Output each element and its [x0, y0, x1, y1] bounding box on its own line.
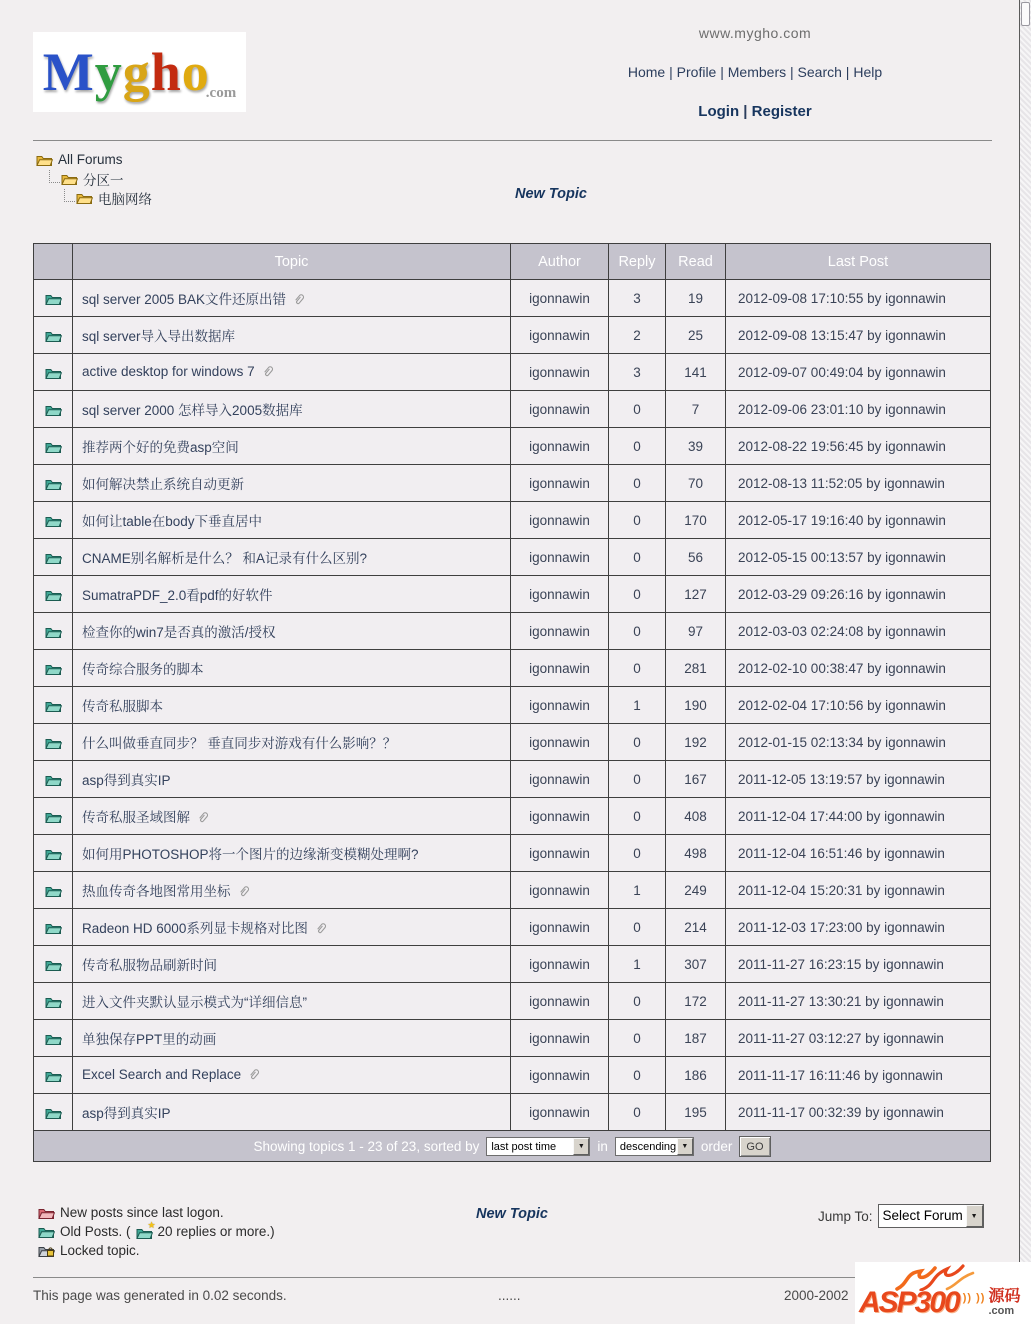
author-link[interactable]: igonnawin [529, 327, 590, 343]
topic-folder-cell [34, 687, 73, 724]
read-count: 19 [666, 280, 726, 317]
author-link[interactable]: igonnawin [529, 364, 590, 380]
folder-closed-icon [36, 153, 53, 167]
nav-link-help[interactable]: Help [853, 64, 883, 80]
locked-topic-icon [38, 1243, 55, 1258]
author-link[interactable]: igonnawin [529, 401, 590, 417]
old-posts-folder-icon [45, 921, 62, 935]
reply-count: 1 [609, 687, 666, 724]
author-link[interactable]: igonnawin [529, 697, 590, 713]
lastpost-column-header: Last Post [726, 244, 991, 280]
last-post: 2011-11-27 16:23:15 by igonnawin [726, 946, 991, 983]
copyright-years: 2000-2002 [784, 1288, 849, 1303]
old-posts-folder-icon [45, 884, 62, 898]
read-count: 307 [666, 946, 726, 983]
read-count: 195 [666, 1094, 726, 1131]
author-link[interactable]: igonnawin [529, 290, 590, 306]
topic-link[interactable]: sql server 2005 BAK文件还原出错 [82, 291, 287, 307]
author-link[interactable]: igonnawin [529, 734, 590, 750]
topic-column-header: Topic [73, 244, 511, 280]
breadcrumb-link[interactable]: 分区一 [83, 172, 124, 188]
read-count: 141 [666, 354, 726, 391]
topic-row [34, 354, 991, 391]
jump-to-select[interactable]: Select Forum ▼ [878, 1204, 984, 1228]
breadcrumb-link[interactable]: 电脑网络 [98, 191, 152, 207]
author-link[interactable]: igonnawin [529, 919, 590, 935]
topic-folder-cell [34, 465, 73, 502]
read-column-header: Read [666, 244, 726, 280]
paperclip-icon [197, 811, 210, 827]
read-count: 167 [666, 761, 726, 798]
last-post: 2011-11-17 16:11:46 by igonnawin [726, 1057, 991, 1094]
topic-row [34, 465, 991, 502]
old-posts-folder-icon [45, 625, 62, 639]
topic-folder-cell [34, 576, 73, 613]
topic-row [34, 317, 991, 354]
last-post: 2012-09-08 17:10:55 by igonnawin [726, 280, 991, 317]
topic-folder-cell [34, 946, 73, 983]
logo-letter: o [181, 42, 210, 102]
nav-link-search[interactable]: Search [797, 64, 842, 80]
topic-folder-cell [34, 317, 73, 354]
old-posts-folder-icon [45, 1032, 62, 1046]
logo-letter: h [150, 42, 182, 102]
last-post: 2011-11-27 03:12:27 by igonnawin [726, 1020, 991, 1057]
asp300-logo[interactable] [855, 1262, 1031, 1324]
topic-row [34, 576, 991, 613]
topic-row [34, 724, 991, 761]
read-count: 39 [666, 428, 726, 465]
last-post: 2012-05-17 19:16:40 by igonnawin [726, 502, 991, 539]
legend-old-posts-suffix: 20 replies or more.) [157, 1224, 275, 1239]
author-link[interactable]: igonnawin [529, 956, 590, 972]
topic-row [34, 946, 991, 983]
topic-link[interactable]: 热血传奇各地图常用坐标 [82, 883, 231, 899]
last-post: 2012-03-03 02:24:08 by igonnawin [726, 613, 991, 650]
read-count: 187 [666, 1020, 726, 1057]
breadcrumb-all-forums[interactable] [36, 150, 152, 169]
old-posts-folder-icon [45, 440, 62, 454]
topic-link[interactable]: Radeon HD 6000系列显卡规格对比图 [82, 920, 308, 936]
reply-count: 0 [609, 613, 666, 650]
nav-separator: | [739, 103, 752, 120]
old-posts-folder-icon [45, 551, 62, 565]
author-link[interactable]: igonnawin [529, 438, 590, 454]
nav-separator: | [665, 64, 677, 80]
reply-count: 0 [609, 1057, 666, 1094]
old-posts-folder-icon [45, 699, 62, 713]
topic-link[interactable]: sql server 2000 怎样导入2005数据库 [82, 403, 303, 418]
topic-folder-cell [34, 354, 73, 391]
reply-count: 0 [609, 391, 666, 428]
logo-suffix: .com [205, 85, 237, 101]
site-url: www.mygho.com [698, 25, 812, 41]
nav-separator: | [841, 64, 854, 80]
topic-folder-cell [34, 761, 73, 798]
locked-topic-icon [38, 1244, 55, 1258]
reply-count: 3 [609, 280, 666, 317]
scrollbar[interactable] [1019, 0, 1031, 1324]
topic-folder-cell [34, 613, 73, 650]
read-count: 192 [666, 724, 726, 761]
header-divider [33, 140, 992, 141]
topic-folder-cell [34, 428, 73, 465]
topic-row [34, 761, 991, 798]
topic-link[interactable]: 传奇私服脚本 [82, 699, 163, 714]
topic-folder-cell [34, 1094, 73, 1131]
nav-link-home[interactable]: Home [627, 64, 666, 80]
old-posts-folder-icon [45, 477, 62, 491]
topic-folder-cell [34, 539, 73, 576]
legend-new-posts-text: New posts since last logon. [60, 1205, 224, 1220]
asp300-com-text: .com [988, 1304, 1015, 1317]
topic-folder-cell [34, 280, 73, 317]
page-generated-text: This page was generated in 0.02 seconds. [33, 1288, 287, 1303]
author-link[interactable]: igonnawin [529, 586, 590, 602]
logo-letter: M [42, 42, 95, 102]
last-post: 2011-11-27 13:30:21 by igonnawin [726, 983, 991, 1020]
folder-closed-icon [36, 152, 53, 167]
hot-topic-folder-icon [136, 1219, 156, 1239]
author-link[interactable]: igonnawin [529, 771, 590, 787]
author-link[interactable]: igonnawin [529, 845, 590, 861]
author-column-header: Author [511, 244, 609, 280]
sort-field-select[interactable]: last post time ▼ [486, 1137, 590, 1156]
read-count: 408 [666, 798, 726, 835]
footer-dots: ...... [498, 1288, 521, 1303]
old-posts-folder-icon [45, 514, 62, 528]
author-link[interactable]: igonnawin [529, 882, 590, 898]
old-posts-folder-icon [45, 662, 62, 676]
paperclip-icon [248, 1068, 261, 1084]
topic-table-body [34, 280, 991, 1131]
author-link[interactable]: igonnawin [529, 475, 590, 491]
old-posts-folder-icon [38, 1225, 55, 1239]
last-post: 2012-01-15 02:13:34 by igonnawin [726, 724, 991, 761]
dropdown-arrow-icon: ▼ [677, 1138, 693, 1155]
topic-link[interactable]: CNAME别名解析是什么？ 和A记录有什么区别? [82, 551, 368, 566]
topic-link[interactable]: 如何让table在body下垂直居中 [82, 514, 263, 529]
last-post: 2012-09-07 00:49:04 by igonnawin [726, 354, 991, 391]
breadcrumb-link[interactable]: All Forums [58, 152, 123, 167]
breadcrumb-forum[interactable] [64, 188, 152, 207]
topic-row [34, 983, 991, 1020]
reply-count: 0 [609, 428, 666, 465]
reply-count: 0 [609, 1094, 666, 1131]
new-topic-link-bottom[interactable]: New Topic [476, 1206, 548, 1222]
topic-row [34, 391, 991, 428]
jump-to [818, 1204, 984, 1228]
reply-count: 2 [609, 317, 666, 354]
reply-column-header: Reply [609, 244, 666, 280]
order-label: order [700, 1138, 733, 1154]
showing-topics-text: Showing topics 1 - 23 of 23, sorted by [253, 1138, 480, 1154]
auth-link-login[interactable]: Login [698, 103, 740, 120]
folder-closed-icon [61, 171, 78, 186]
old-posts-folder-icon [45, 329, 62, 343]
tree-elbow-line [64, 189, 75, 202]
topic-link[interactable]: asp得到真实IP [82, 1106, 171, 1121]
old-posts-folder-icon [45, 366, 62, 380]
last-post: 2011-12-04 15:20:31 by igonnawin [726, 872, 991, 909]
topic-row [34, 835, 991, 872]
tree-elbow-line [49, 170, 60, 183]
old-posts-folder-icon [45, 847, 62, 861]
read-count: 25 [666, 317, 726, 354]
author-link[interactable]: igonnawin [529, 1104, 590, 1120]
topic-link[interactable]: active desktop for windows 7 [82, 363, 255, 379]
header-right [540, 25, 970, 120]
read-count: 56 [666, 539, 726, 576]
last-post: 2012-02-04 17:10:56 by igonnawin [726, 687, 991, 724]
reply-count: 0 [609, 465, 666, 502]
reply-count: 0 [609, 909, 666, 946]
dropdown-arrow-icon: ▼ [573, 1138, 589, 1155]
scrollbar-thumb[interactable] [1021, 2, 1030, 26]
read-count: 7 [666, 391, 726, 428]
topic-row [34, 428, 991, 465]
topic-row [34, 539, 991, 576]
reply-count: 0 [609, 835, 666, 872]
old-posts-folder-icon [45, 810, 62, 824]
legend-locked-text: Locked topic. [60, 1243, 140, 1258]
logo-letter: y [94, 42, 123, 102]
author-link[interactable]: igonnawin [529, 660, 590, 676]
topic-folder-cell [34, 983, 73, 1020]
reply-count: 0 [609, 798, 666, 835]
topic-folder-cell [34, 391, 73, 428]
topic-row [34, 872, 991, 909]
old-posts-folder-icon [45, 403, 62, 417]
topic-link[interactable]: 传奇私服圣域图解 [82, 809, 190, 825]
reply-count: 1 [609, 946, 666, 983]
topic-folder-cell [34, 909, 73, 946]
auth-link-register[interactable]: Register [751, 103, 812, 120]
breadcrumb-category[interactable] [49, 169, 152, 188]
paperclip-icon [315, 922, 328, 938]
old-posts-folder-icon [45, 588, 62, 602]
last-post: 2012-09-06 23:01:10 by igonnawin [726, 391, 991, 428]
reply-count: 1 [609, 872, 666, 909]
reply-count: 0 [609, 650, 666, 687]
folder-open-icon [76, 191, 93, 205]
legend-old-posts-prefix: Old Posts. ( [60, 1224, 131, 1239]
go-button[interactable]: GO [739, 1136, 770, 1157]
old-posts-folder-icon [45, 736, 62, 750]
dropdown-arrow-icon: ▼ [966, 1205, 983, 1227]
read-count: 70 [666, 465, 726, 502]
author-link[interactable]: igonnawin [529, 1067, 590, 1083]
topic-link[interactable]: 传奇私服物品刷新时间 [82, 958, 217, 973]
read-count: 172 [666, 983, 726, 1020]
main-nav [540, 64, 970, 80]
topic-folder-cell [34, 724, 73, 761]
topic-folder-cell [34, 835, 73, 872]
new-posts-folder-icon [38, 1206, 55, 1220]
topic-link[interactable]: 推荐两个好的免费asp空间 [82, 440, 239, 455]
read-count: 498 [666, 835, 726, 872]
last-post: 2012-08-13 11:52:05 by igonnawin [726, 465, 991, 502]
last-post: 2012-02-10 00:38:47 by igonnawin [726, 650, 991, 687]
last-post: 2012-03-29 09:26:16 by igonnawin [726, 576, 991, 613]
read-count: 214 [666, 909, 726, 946]
reply-count: 0 [609, 502, 666, 539]
asp300-wordmark: ASP300 [859, 1286, 959, 1319]
old-posts-folder-icon [45, 773, 62, 787]
author-link[interactable]: igonnawin [529, 1030, 590, 1046]
topic-link[interactable]: 进入文件夹默认显示模式为“详细信息” [82, 995, 307, 1010]
logo-letter: g [122, 42, 151, 102]
read-count: 249 [666, 872, 726, 909]
topic-link[interactable]: asp得到真实IP [82, 773, 171, 788]
topic-row [34, 909, 991, 946]
folder-closed-icon [61, 172, 78, 186]
reply-count: 0 [609, 539, 666, 576]
asp300-ticks: )) )) [962, 1292, 986, 1304]
read-count: 170 [666, 502, 726, 539]
reply-count: 0 [609, 724, 666, 761]
last-post: 2011-12-05 13:19:57 by igonnawin [726, 761, 991, 798]
author-link[interactable]: igonnawin [529, 512, 590, 528]
logo-wordmark [42, 42, 210, 102]
topic-row [34, 798, 991, 835]
topic-link[interactable]: SumatraPDF_2.0看pdf的好软件 [82, 588, 273, 603]
author-link[interactable]: igonnawin [529, 549, 590, 565]
nav-link-profile[interactable]: Profile [676, 64, 717, 80]
topic-folder-cell [34, 872, 73, 909]
topic-link[interactable]: 什么叫做垂直同步？ 垂直同步对游戏有什么影响？？ [82, 736, 397, 751]
jump-to-label: Jump To: [818, 1208, 873, 1224]
nav-separator: | [786, 64, 798, 80]
star-icon: ★ [147, 1219, 156, 1230]
last-post: 2011-11-17 00:32:39 by igonnawin [726, 1094, 991, 1131]
nav-separator: | [716, 64, 728, 80]
sort-order-select[interactable]: descending ▼ [615, 1137, 694, 1156]
topic-row [34, 650, 991, 687]
asp300-cn-text: 源码 [988, 1288, 1021, 1305]
reply-count: 0 [609, 1020, 666, 1057]
topic-row [34, 1057, 991, 1094]
topic-row [34, 687, 991, 724]
read-count: 97 [666, 613, 726, 650]
site-logo[interactable] [33, 32, 246, 112]
topic-folder-cell [34, 1020, 73, 1057]
topic-folder-cell [34, 650, 73, 687]
topic-folder-cell [34, 1057, 73, 1094]
last-post: 2011-12-03 17:23:00 by igonnawin [726, 909, 991, 946]
last-post: 2012-08-22 19:56:45 by igonnawin [726, 428, 991, 465]
author-link[interactable]: igonnawin [529, 808, 590, 824]
author-link[interactable]: igonnawin [529, 993, 590, 1009]
last-post: 2011-12-04 17:44:00 by igonnawin [726, 798, 991, 835]
topic-row [34, 613, 991, 650]
table-header-row [34, 244, 991, 280]
nav-link-members[interactable]: Members [727, 64, 787, 80]
last-post: 2012-05-15 00:13:57 by igonnawin [726, 539, 991, 576]
reply-count: 0 [609, 761, 666, 798]
footer-divider [33, 1277, 992, 1278]
topic-link[interactable]: 如何解决禁止系统自动更新 [82, 477, 244, 492]
reply-count: 0 [609, 983, 666, 1020]
folder-open-icon [76, 190, 93, 205]
old-posts-folder-icon [45, 292, 62, 306]
topic-row [34, 1020, 991, 1057]
paperclip-icon [262, 365, 275, 381]
read-count: 186 [666, 1057, 726, 1094]
old-posts-folder-icon [45, 1069, 62, 1083]
topic-link[interactable]: 如何用PHOTOSHOP将一个图片的边缘渐变模糊处理啊? [82, 847, 419, 862]
old-posts-folder-icon [45, 958, 62, 972]
read-count: 190 [666, 687, 726, 724]
icon-column-header [34, 244, 73, 280]
topic-link[interactable]: 单独保存PPT里的动画 [82, 1032, 217, 1047]
paperclip-icon [293, 293, 306, 309]
auth-nav [540, 103, 970, 120]
topic-link[interactable]: Excel Search and Replace [82, 1066, 242, 1082]
old-posts-folder-icon [38, 1224, 55, 1239]
topic-row [34, 280, 991, 317]
reply-count: 0 [609, 576, 666, 613]
topic-link[interactable]: 检查你的win7是否真的激活/授权 [82, 625, 276, 640]
reply-count: 3 [609, 354, 666, 391]
new-posts-folder-icon [38, 1205, 55, 1220]
last-post: 2012-09-08 13:15:47 by igonnawin [726, 317, 991, 354]
last-post: 2011-12-04 16:51:46 by igonnawin [726, 835, 991, 872]
in-label: in [597, 1138, 608, 1154]
pager-bar [34, 1131, 991, 1162]
topic-table [33, 243, 990, 1162]
breadcrumb [36, 150, 152, 207]
paperclip-icon [238, 885, 251, 901]
read-count: 281 [666, 650, 726, 687]
topic-row [34, 1094, 991, 1131]
topic-folder-cell [34, 798, 73, 835]
icon-legend [38, 1203, 275, 1260]
read-count: 127 [666, 576, 726, 613]
old-posts-folder-icon [45, 1106, 62, 1120]
topic-link[interactable]: 传奇综合服务的脚本 [82, 662, 204, 677]
old-posts-folder-icon [45, 995, 62, 1009]
topic-row [34, 502, 991, 539]
new-topic-link-top[interactable]: New Topic [515, 186, 587, 202]
author-link[interactable]: igonnawin [529, 623, 590, 639]
topic-link[interactable]: sql server导入导出数据库 [82, 329, 236, 344]
topic-folder-cell [34, 502, 73, 539]
